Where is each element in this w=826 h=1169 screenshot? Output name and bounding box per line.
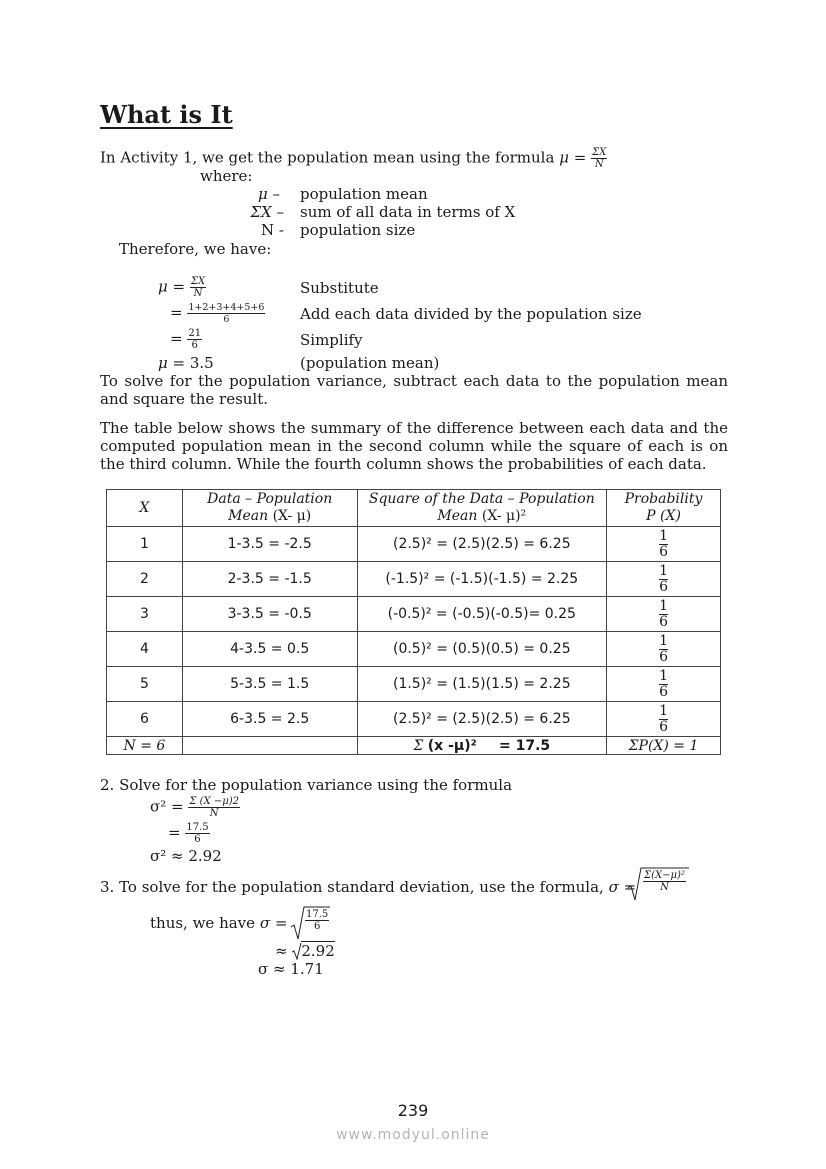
therefore-label: Therefore, we have: [119,240,272,258]
page-number: 239 [397,1101,429,1120]
probability-fraction: $\frac{1}{6}$ [659,702,668,735]
table-header-row [107,490,721,527]
sd-formula-radical [627,866,691,906]
intro-text: In Activity 1, we get the population mean using the formula [100,148,555,167]
website-watermark: www.modyul.online [336,1127,490,1143]
table-row: 3 3-3.5 = -0.5 (-0.5)² = (-0.5)(-0.5)= 0.25 $\frac{1}{6}$ [107,597,721,632]
sqrt-symbol-icon [292,942,302,960]
step-add-formula: = $\frac{1+2+3+4+5+6}{6}$ [170,302,265,325]
step-result: μ = 3.5 [158,354,214,372]
total-sum: Σ (x -μ)² = 17.5 [357,737,607,755]
table-row: 1 1-3.5 = -2.5 (2.5)² = (2.5)(2.5) = 6.25 $\frac{1}{6}$ [107,527,721,562]
paragraph-variance-intro: To solve for the population variance, subtract each data to the population mean and square the result. [100,372,728,408]
probability-fraction: $\frac{1}{6}$ [659,527,668,560]
header-square: Square of the Data – Population Mean (X- μ)² [357,490,607,527]
paragraph-table-intro: The table below shows the summary of the difference between each data and the computed population mean in the second column while the square of each is on the third column. While the fourth column shows the probabilities of each data. [100,419,728,473]
step-add-desc: Add each data divided by the population size [300,305,642,323]
sd-formula-fraction: $\frac{\text{Σ(X−μ)²}}{N}$ [644,870,685,893]
total-probability: ΣP(X) = 1 [607,737,721,755]
equals-sign: = [573,148,587,167]
mean-formula-fraction [591,147,607,170]
step-substitute-formula: μ = $\frac{\Sigma X}{N}$ [158,276,206,299]
def-text-sumx: sum of all data in terms of X [300,203,516,221]
def-text-n: population size [300,221,416,239]
table-total-row [107,737,721,755]
page-heading: What is It [100,100,233,129]
header-probability: Probability P (X) [607,490,721,527]
fraction-numerator: ΣX [592,147,607,158]
table-row: 2 2-3.5 = -1.5 (-1.5)² = (-1.5)(-1.5) = 2.25 $\frac{1}{6}$ [107,562,721,597]
sd-value-fraction: $\frac{17.5}{6}$ [306,909,329,932]
sd-thus-line: thus, we have σ = [150,914,288,932]
def-symbol-mu: μ – [257,185,280,203]
def-symbol-sumx: ΣX – [250,203,284,221]
step-result-desc: (population mean) [300,354,440,372]
def-symbol-n: N - [261,221,284,239]
sd-instruction: 3. To solve for the population standard deviation, use the formula, σ = [100,878,637,896]
step-simplify-desc: Simplify [300,331,363,349]
probability-fraction: $\frac{1}{6}$ [659,632,668,665]
fraction-denominator: N [594,159,604,170]
probability-fraction: $\frac{1}{6}$ [659,667,668,700]
probability-fraction: $\frac{1}{6}$ [659,562,668,595]
def-text-mu: population mean [300,185,428,203]
sd-approx: ≈ 2.92 [275,942,335,960]
header-difference: Data – Population Mean (X- μ) [182,490,357,527]
where-label: where: [200,167,253,185]
variance-instruction: 2. Solve for the population variance using the formula [100,776,513,794]
variance-substitute: = $\frac{17.5}{6}$ [168,822,209,845]
table-row: 6 6-3.5 = 2.5 (2.5)² = (2.5)(2.5) = 6.25 $\frac{1}{6}$ [107,702,721,737]
variance-result: σ² ≈ 2.92 [150,847,222,865]
probability-fraction: $\frac{1}{6}$ [659,597,668,630]
variance-formula: σ² = $\frac{\Sigma (X -\mu)2}{N}$ [150,796,239,819]
total-n: N = 6 [107,737,183,755]
mu-symbol: μ [559,148,569,167]
step-substitute-desc: Substitute [300,279,379,297]
header-x: X [107,490,183,527]
step-simplify-formula: = $\frac{21}{6}$ [170,328,202,351]
intro-line [100,147,607,170]
summary-table [106,489,721,755]
table-row: 4 4-3.5 = 0.5 (0.5)² = (0.5)(0.5) = 0.25 $\frac{1}{6}$ [107,632,721,667]
table-row: 5 5-3.5 = 1.5 (1.5)² = (1.5)(1.5) = 2.25 $\frac{1}{6}$ [107,667,721,702]
total-empty [182,737,357,755]
sd-value-radical [290,905,332,945]
sd-result: σ ≈ 1.71 [258,960,324,978]
